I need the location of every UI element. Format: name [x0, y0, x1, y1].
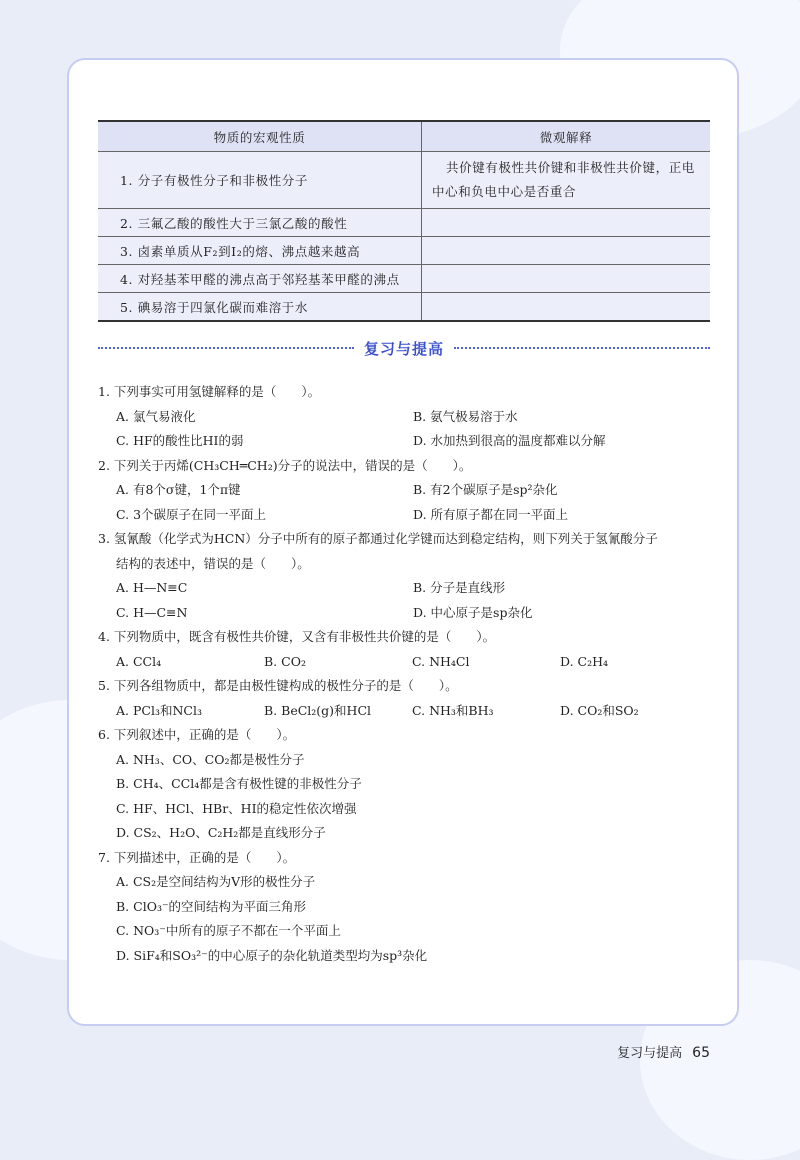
table-cell-micro — [422, 293, 711, 322]
property-table — [98, 120, 710, 322]
option-b: B. 氨气极易溶于水 — [413, 408, 518, 424]
question-5 — [98, 674, 710, 723]
footer-section-label: 复习与提高 — [617, 1046, 683, 1061]
option-c: C. NO₃⁻中所有的原子不都在一个平面上 — [116, 923, 341, 938]
table-header-macro: 物质的宏观性质 — [98, 121, 422, 152]
option-b: B. ClO₃⁻的空间结构为平面三角形 — [116, 898, 307, 914]
table-cell-macro: 1. 分子有极性分子和非极性分子 — [98, 152, 422, 209]
option-group — [98, 650, 710, 675]
question-4 — [98, 625, 710, 674]
dotted-divider-right — [454, 347, 710, 349]
page-footer — [617, 1042, 710, 1061]
option-a: A. 氯气易液化 — [116, 408, 196, 424]
option-c: C. HF、HCl、HBr、HI的稳定性依次增强 — [116, 800, 357, 816]
question-stem: 2. 下列关于丙烯(CH₃CH═CH₂)分子的说法中，错误的是（ ）。 — [98, 457, 472, 473]
option-d: D. 所有原子都在同一平面上 — [413, 506, 569, 522]
option-c: C. NH₃和BH₃ — [412, 702, 494, 718]
table-cell-micro — [422, 209, 711, 237]
option-b: B. BeCl₂(g)和HCl — [264, 702, 372, 718]
option-d: D. SiF₄和SO₃²⁻的中心原子的杂化轨道类型均为sp³杂化 — [116, 947, 428, 963]
table-cell-micro: 共价键有极性共价键和非极性共价键，正电中心和负电中心是否重合 — [422, 152, 711, 209]
table-row — [98, 293, 710, 322]
option-d: D. 中心原子是sp杂化 — [413, 604, 533, 620]
question-1 — [98, 380, 710, 454]
option-group — [98, 576, 710, 625]
option-c: C. HF的酸性比HI的弱 — [116, 433, 244, 448]
option-c: C. 3个碳原子在同一平面上 — [116, 506, 267, 522]
table-cell-micro — [422, 265, 711, 293]
option-group — [98, 748, 710, 846]
question-3 — [98, 527, 710, 625]
question-2 — [98, 454, 710, 528]
option-d: D. CO₂和SO₂ — [560, 702, 639, 718]
table-header-micro: 微观解释 — [422, 121, 711, 152]
section-title: 复习与提高 — [364, 339, 445, 358]
question-stem: 7. 下列描述中，正确的是（ ）。 — [98, 849, 296, 865]
option-c: C. H—C≡N — [116, 604, 188, 620]
question-stem: 6. 下列叙述中，正确的是（ ）。 — [98, 727, 296, 742]
option-a: A. 有8个σ键，1个π键 — [116, 482, 241, 497]
option-group — [98, 699, 710, 724]
question-stem-continuation: 结构的表述中，错误的是（ ）。 — [116, 555, 310, 571]
question-6 — [98, 723, 710, 846]
question-list — [98, 380, 710, 968]
table-row — [98, 265, 710, 293]
option-c: C. NH₄Cl — [412, 653, 470, 669]
table-row — [98, 237, 710, 265]
table-row — [98, 209, 710, 237]
table-header-row — [98, 121, 710, 152]
question-stem: 3. 氢氰酸（化学式为HCN）分子中所有的原子都通过化学键而达到稳定结构，则下列关于氢氰酸分子 — [98, 531, 658, 546]
table-cell-micro — [422, 237, 711, 265]
table-cell-macro: 4. 对羟基苯甲醛的沸点高于邻羟基苯甲醛的沸点 — [98, 265, 422, 293]
option-b: B. 有2个碳原子是sp²杂化 — [413, 482, 558, 497]
question-stem: 5. 下列各组物质中，都是由极性键构成的极性分子的是（ ）。 — [98, 678, 458, 693]
option-b: B. CO₂ — [264, 653, 306, 669]
question-stem: 1. 下列事实可用氢键解释的是（ ）。 — [98, 384, 321, 399]
option-b: B. CH₄、CCl₄都是含有极性键的非极性分子 — [116, 776, 362, 791]
option-d: D. 水加热到很高的温度都难以分解 — [413, 433, 606, 448]
question-7 — [98, 846, 710, 969]
option-a: A. NH₃、CO、CO₂都是极性分子 — [116, 751, 305, 767]
option-d: D. CS₂、H₂O、C₂H₂都是直线形分子 — [116, 825, 326, 840]
option-group — [98, 870, 710, 968]
option-a: A. CS₂是空间结构为V形的极性分子 — [116, 874, 316, 889]
table-cell-macro: 3. 卤素单质从F₂到I₂的熔、沸点越来越高 — [98, 237, 422, 265]
option-d: D. C₂H₄ — [560, 653, 609, 669]
option-group — [98, 478, 710, 527]
dotted-divider-left — [98, 347, 354, 349]
page-number: 65 — [692, 1045, 710, 1061]
table-row — [98, 152, 710, 209]
option-b: B. 分子是直线形 — [413, 580, 506, 595]
option-a: A. H—N≡C — [116, 580, 188, 595]
option-a: A. CCl₄ — [116, 653, 162, 669]
table-cell-macro: 5. 碘易溶于四氯化碳而难溶于水 — [98, 293, 422, 322]
question-stem: 4. 下列物质中，既含有极性共价键，又含有非极性共价键的是（ ）。 — [98, 629, 496, 644]
table-cell-macro: 2. 三氟乙酸的酸性大于三氯乙酸的酸性 — [98, 209, 422, 237]
option-a: A. PCl₃和NCl₃ — [116, 702, 202, 718]
section-header — [98, 336, 710, 360]
option-group — [98, 405, 710, 454]
